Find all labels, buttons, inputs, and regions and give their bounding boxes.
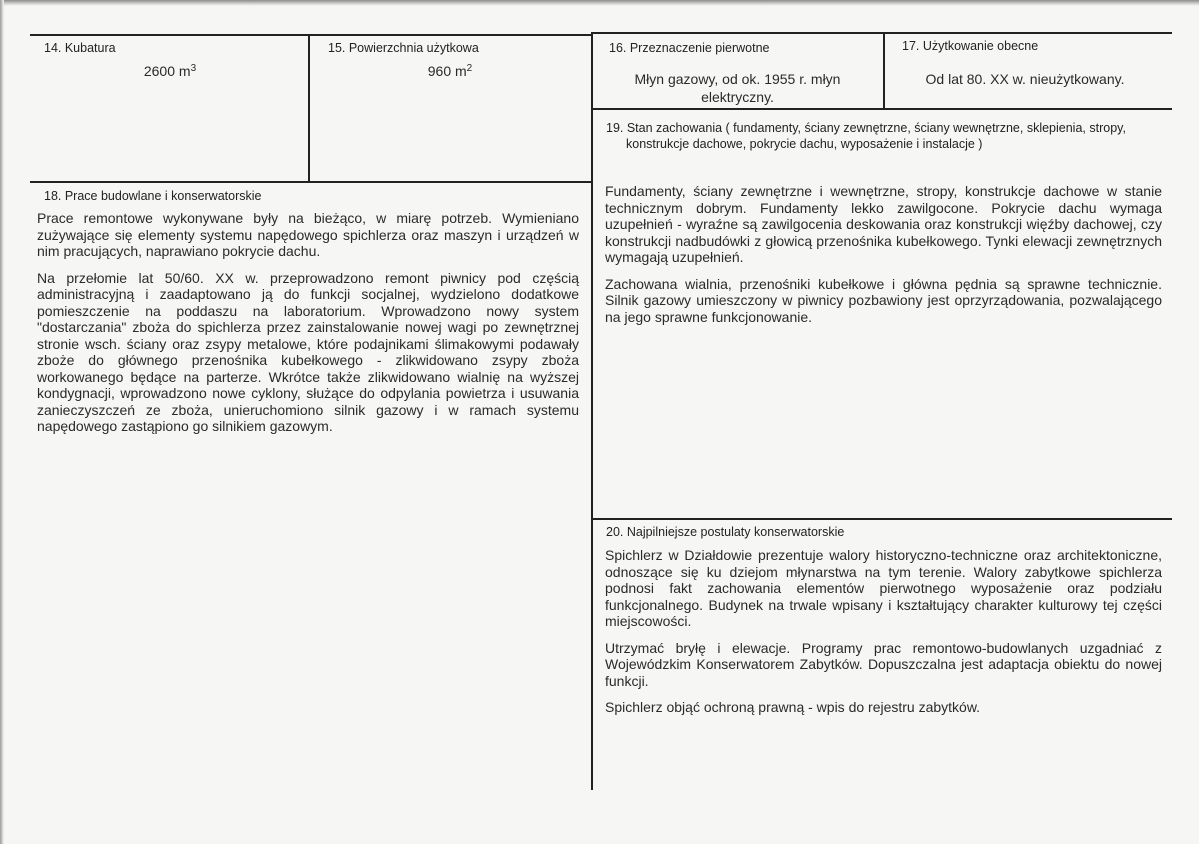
rule-top-left	[30, 34, 593, 36]
scan-top-edge	[0, 0, 1199, 6]
kubatura-label: 14. Kubatura	[44, 41, 116, 55]
stan-zachowania-text	[605, 183, 1162, 335]
stan-paragraph-2: Zachowana wialnia, przenośniki kubełkowe i główna pędnia są sprawne technicznie. Silnik gazowy umieszczony w piwnicy pozbawiony jest oprzyrządowania, pozwalającego na jego sprawne funkcjonowanie.	[605, 275, 1162, 325]
kubatura-value	[110, 62, 230, 80]
rule-under-16-17	[592, 108, 1172, 110]
scan-left-edge	[0, 0, 4, 844]
rule-under-19	[592, 518, 1172, 520]
powierzchnia-value	[390, 62, 510, 80]
postulaty-text	[605, 547, 1162, 726]
prace-label: 18. Prace budowlane i konserwatorskie	[44, 189, 262, 203]
prace-paragraph-2: Na przełomie lat 50/60. XX w. przeprowadzono remont piwnicy pod częścią administracyjną i zaadaptowano ją do funkcji socjalnej, wydzielono dodatkowe pomieszczenie na poddaszu na laboratorium. Wprowadzono nowy system "dostarczania" zboża do spichlerza przez zainstalowanie nowej wagi po zewnętrznej stronie wsch. ściany oraz zsypy metalowe, które podajnikami ślimakowymi podawały zboże do głównego przenośnika kubełkowego - zlikwidowano zsypy zboża workowanego będące na parterze. Wkrótce także zlikwidowano wialnię na wyższej kondygnacji, wprowadzono nowe cyklony, służące do odpylania powietrza i usuwania zanieczyszczeń ze zboża, unieruchomiono silnik gazowy i w ramach systemu napędowego zastąpiono go silnikiem gazowym.	[37, 269, 579, 434]
rule-v-16-17	[883, 32, 885, 109]
powierzchnia-number: 960 m	[427, 63, 467, 79]
kubatura-number: 2600 m	[143, 63, 191, 79]
prace-text	[37, 210, 579, 445]
rule-v-14-15	[308, 34, 310, 182]
postulaty-paragraph-1: Spichlerz w Działdowie prezentuje walory historyczno-techniczne oraz architektoniczne, odnoszące się ku dziejom młynarstwa na tym terenie. Walory zabytkowe spichlerza podnosi fakt zachowania elementów pierwotnego wyposażenie oraz podziału funkcjonalnego. Budynek na trwale wpisany i kształtujący charakter kulturowy tej części miejscowości.	[605, 547, 1162, 629]
uzytkowanie-value: Od lat 80. XX w. nieużytkowany.	[925, 71, 1125, 87]
postulaty-label: 20. Najpilniejsze postulaty konserwatorskie	[606, 525, 845, 539]
postulaty-paragraph-3: Spichlerz objąć ochroną prawną - wpis do rejestru zabytków.	[605, 699, 981, 715]
przeznaczenie-label: 16. Przeznaczenie pierwotne	[609, 41, 770, 55]
uzytkowanie-label: 17. Użytkowanie obecne	[902, 39, 1039, 53]
powierzchnia-exponent: 2	[466, 63, 473, 74]
kubatura-exponent: 3	[190, 63, 197, 74]
rule-under-14-15	[30, 181, 593, 183]
prace-paragraph-1: Prace remontowe wykonywane były na bieżąco, w miarę potrzeb. Wymieniano zużywające się elementy systemu napędowego spichlerza oraz maszyn i urządzeń w nim pracujących, naprawiano pokrycie dachu.	[37, 210, 579, 259]
rule-v-center	[591, 32, 593, 790]
postulaty-paragraph-2: Utrzymać bryłę i elewacje. Programy prac remontowo-budowlanych uzgadniać z Wojewódzkim Konserwatorem Zabytków. Dopuszczalna jest adaptacja obiektu do nowej funkcji.	[605, 639, 1162, 689]
powierzchnia-label: 15. Powierzchnia użytkowa	[328, 41, 479, 55]
rule-top-right	[592, 32, 1172, 34]
stan-paragraph-1: Fundamenty, ściany zewnętrzne i wewnętrzne, stropy, konstrukcje dachowe w stanie technicznym dobrym. Fundamenty lekko zawilgocone. Pokrycie dachu wymaga uzupełnień - wyraźne są zawilgocenia deskowania oraz konstrukcji więźby dachowej, czy konstrukcji nadbudówki z głowicą przenośnika kubełkowego. Tynki elewacji zewnętrznych wymagają uzupełnień.	[605, 183, 1162, 265]
przeznaczenie-value: Młyn gazowy, od ok. 1955 r. młyn elektryczny.	[634, 71, 841, 105]
stan-zachowania-label: 19. Stan zachowania ( fundamenty, ściany zewnętrzne, ściany wewnętrzne, sklepienia, stropy, konstrukcje dachowe, pokrycie dachu, wyposażenie i instalacje )	[606, 121, 1126, 151]
